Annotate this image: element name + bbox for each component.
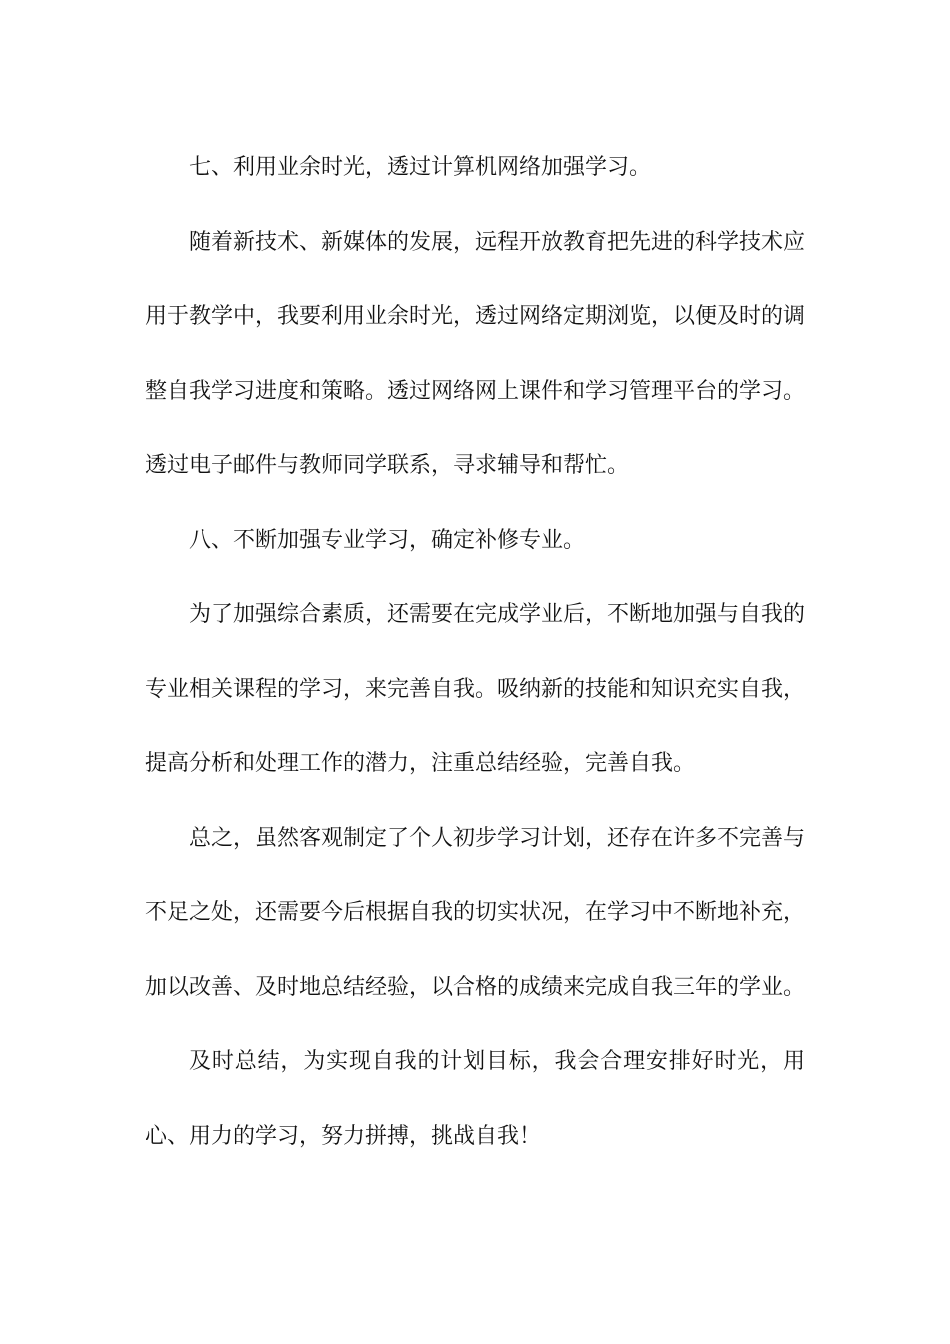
paragraph-network-learning: 随着新技术、新媒体的发展，远程开放教育把先进的科学技术应用于教学中，我要利用业余时光，透过网络定期浏览，以便及时的调整自我学习进度和策略。透过网络网上课件和学习管理平台的学习。透过电子邮件与教师同学联系，寻求辅导和帮忙。 bbox=[145, 229, 806, 478]
paragraph-conclusion: 及时总结，为实现自我的计划目标，我会合理安排好时光，用心、用力的学习，努力拼搏，挑战自我！ bbox=[145, 1049, 805, 1149]
paragraph-summary: 总之，虽然客观制定了个人初步学习计划，还存在许多不完善与不足之处，还需要今后根据自我的切实状况，在学习中不断地补充，加以改善、及时地总结经验，以合格的成绩来完成自我三年的学业。 bbox=[145, 825, 806, 1000]
heading-seven: 七、利用业余时光，透过计算机网络加强学习。 bbox=[189, 155, 652, 180]
document-body bbox=[145, 131, 805, 1174]
heading-eight: 八、不断加强专业学习，确定补修专业。 bbox=[189, 527, 586, 553]
paragraph-professional-study: 为了加强综合素质，还需要在完成学业后，不断地加强与自我的专业相关课程的学习，来完善自我。吸纳新的技能和知识充实自我，提高分析和处理工作的潜力，注重总结经验，完善自我。 bbox=[145, 602, 806, 776]
